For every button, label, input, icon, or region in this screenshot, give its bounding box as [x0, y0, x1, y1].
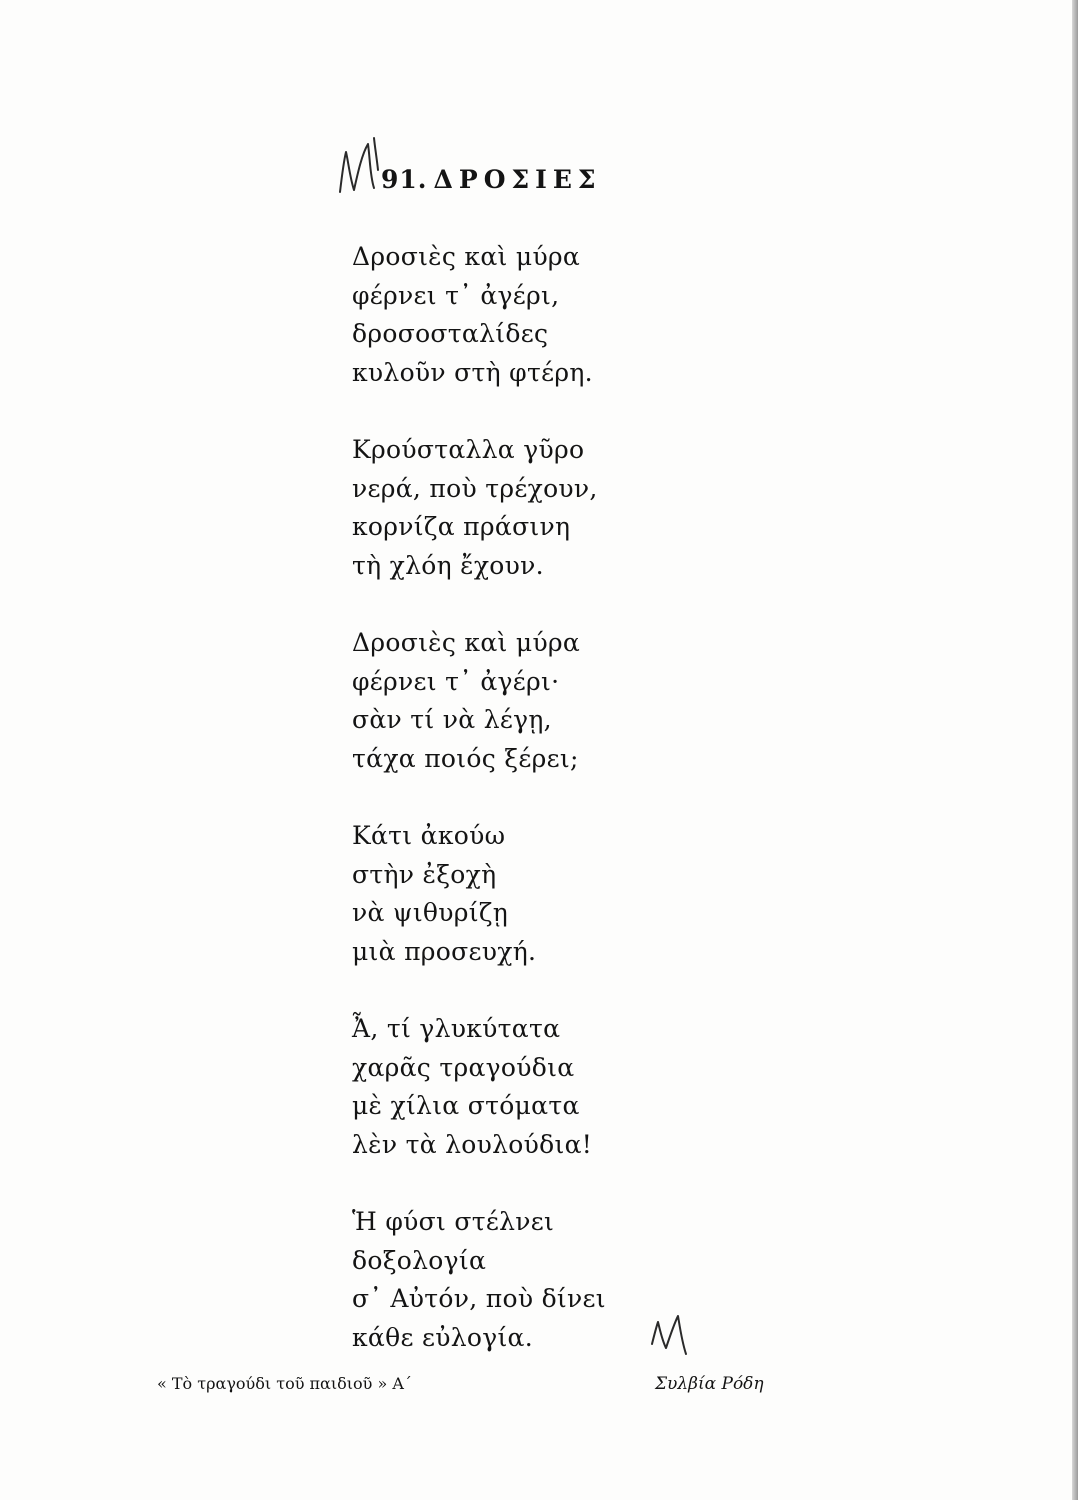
stanza: [352, 817, 652, 971]
stanza: [352, 1010, 652, 1164]
page-edge-shadow: [1072, 0, 1078, 1500]
verse-line: στὴν ἐξοχὴ: [352, 859, 497, 889]
verse-line: Δροσιὲς καὶ μύρα: [352, 242, 581, 271]
verse-line: Δροσιὲς καὶ μύρα: [352, 628, 581, 657]
verse-line: χαρᾶς τραγούδια: [352, 1052, 575, 1082]
verse-line: Κρούσταλλα γῦρο: [352, 435, 585, 464]
stanza: [352, 1203, 652, 1357]
verse-line: κορνίζα πράσινη: [352, 512, 571, 541]
verse-line: φέρνει τ᾿ ἀγέρι,: [352, 280, 560, 310]
verse-line: σὰν τί νὰ λέγῃ,: [352, 705, 552, 734]
verse-line: μὲ χίλια στόματα: [352, 1091, 580, 1120]
source-citation: « Τὸ τραγούδι τοῦ παιδιοῦ » Α΄: [157, 1374, 412, 1393]
handwritten-mark-bottom: [646, 1308, 702, 1360]
author-name: Συλβία Ρόδη: [655, 1374, 764, 1394]
verse-line: Ἆ, τί γλυκύτατα: [352, 1014, 561, 1043]
verse-line: δοξολογία: [352, 1245, 487, 1275]
verse-line: κυλοῦν στὴ φτέρη.: [352, 357, 593, 387]
poem-number: 91.: [381, 165, 428, 194]
poem-title-text: ΔΡΟΣΙΕΣ: [433, 165, 602, 194]
poem-body: [352, 238, 652, 1396]
verse-line: σ᾿ Αὐτόν, ποὺ δίνει: [352, 1284, 606, 1313]
verse-line: φέρνει τ᾿ ἀγέρι·: [352, 666, 560, 696]
verse-line: μιὰ προσευχή.: [352, 936, 537, 966]
verse-line: νὰ ψιθυρίζῃ: [352, 898, 509, 927]
verse-line: τὴ χλόη ἔχουν.: [352, 550, 544, 580]
verse-line: τάχα ποιός ξέρει;: [352, 743, 579, 773]
verse-line: Ἡ φύσι στέλνει: [352, 1207, 555, 1236]
stanza: [352, 431, 652, 585]
stanza: [352, 238, 652, 392]
verse-line: λὲν τὰ λουλούδια!: [352, 1129, 593, 1159]
verse-line: κάθε εὐλογία.: [352, 1322, 533, 1352]
poem-title: [381, 160, 602, 200]
stanza: [352, 624, 652, 778]
verse-line: Κάτι ἀκούω: [352, 821, 506, 850]
verse-line: δροσοσταλίδες: [352, 319, 549, 348]
verse-line: νερά, ποὺ τρέχουν,: [352, 473, 598, 503]
